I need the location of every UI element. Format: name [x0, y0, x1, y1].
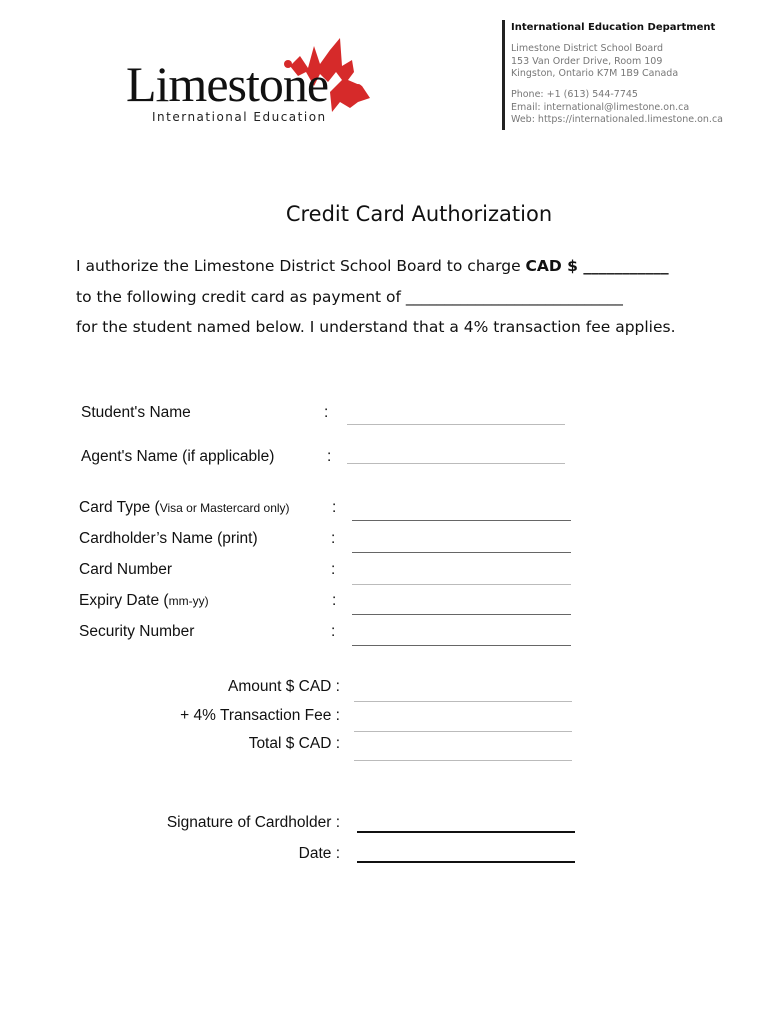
card-number-field[interactable] — [352, 584, 571, 585]
colon: : — [327, 448, 332, 465]
intro-line-2: to the following credit card as payment of ____________________________ — [76, 288, 623, 306]
agent-name-field[interactable] — [347, 463, 565, 464]
colon: : — [332, 499, 337, 516]
security-number-label: Security Number — [79, 623, 195, 640]
card-type-field[interactable] — [352, 520, 571, 521]
address-line: Limestone District School Board — [511, 43, 664, 54]
amount-label: Amount $ CAD : — [228, 678, 340, 695]
colon: : — [324, 404, 329, 421]
card-type-label — [79, 499, 290, 517]
total-label: Total $ CAD : — [248, 735, 340, 752]
cardholder-name-field[interactable] — [352, 552, 571, 553]
email-link[interactable]: Email: international@limestone.on.ca — [511, 101, 690, 113]
expiry-note: mm-yy) — [168, 594, 209, 608]
address-line: Kingston, Ontario K7M 1B9 Canada — [511, 68, 679, 79]
date-field[interactable] — [357, 861, 575, 863]
signature-label: Signature of Cardholder : — [166, 814, 340, 831]
header-divider — [502, 20, 505, 130]
contact-block — [511, 89, 723, 127]
signature-field[interactable] — [357, 831, 575, 833]
agent-name-label: Agent's Name (if applicable) — [81, 448, 275, 465]
student-name-label: Student's Name — [81, 404, 191, 421]
amount-blank: CAD $ ___________ — [525, 257, 669, 275]
cardholder-name-label: Cardholder’s Name (print) — [79, 530, 258, 547]
department-name: International Education Department — [511, 22, 716, 33]
student-name-field[interactable] — [347, 424, 565, 425]
card-type-note: Visa or Mastercard only) — [159, 501, 290, 515]
security-number-field[interactable] — [352, 645, 571, 646]
card-number-label: Card Number — [79, 561, 173, 578]
intro-line-3: for the student named below. I understand that a 4% transaction fee applies. — [76, 318, 676, 336]
expiry-date-field[interactable] — [352, 614, 571, 615]
total-field[interactable] — [354, 760, 572, 761]
colon: : — [331, 530, 336, 547]
expiry-date-label — [79, 592, 209, 610]
amount-field[interactable] — [354, 701, 572, 702]
logo-subtitle: International Education — [152, 110, 327, 124]
colon: : — [331, 623, 336, 640]
transaction-fee-label: + 4% Transaction Fee : — [180, 707, 340, 724]
intro-line-1 — [76, 257, 669, 275]
transaction-fee-field[interactable] — [354, 731, 572, 732]
expiry-text: Expiry Date ( — [79, 592, 169, 609]
address-block — [511, 43, 678, 81]
colon: : — [332, 592, 337, 609]
web-link[interactable]: Web: https://internationaled.limestone.on.ca — [511, 114, 723, 125]
logo-wordmark: Limestone — [126, 56, 329, 112]
colon: : — [331, 561, 336, 578]
card-type-text: Card Type ( — [79, 499, 160, 516]
page-title: Credit Card Authorization — [285, 202, 553, 226]
intro-text: I authorize the Limestone District School Board to charge — [76, 257, 526, 275]
address-line: 153 Van Order Drive, Room 109 — [511, 55, 663, 67]
phone: Phone: +1 (613) 544-7745 — [511, 89, 638, 100]
date-label: Date : — [298, 845, 340, 862]
